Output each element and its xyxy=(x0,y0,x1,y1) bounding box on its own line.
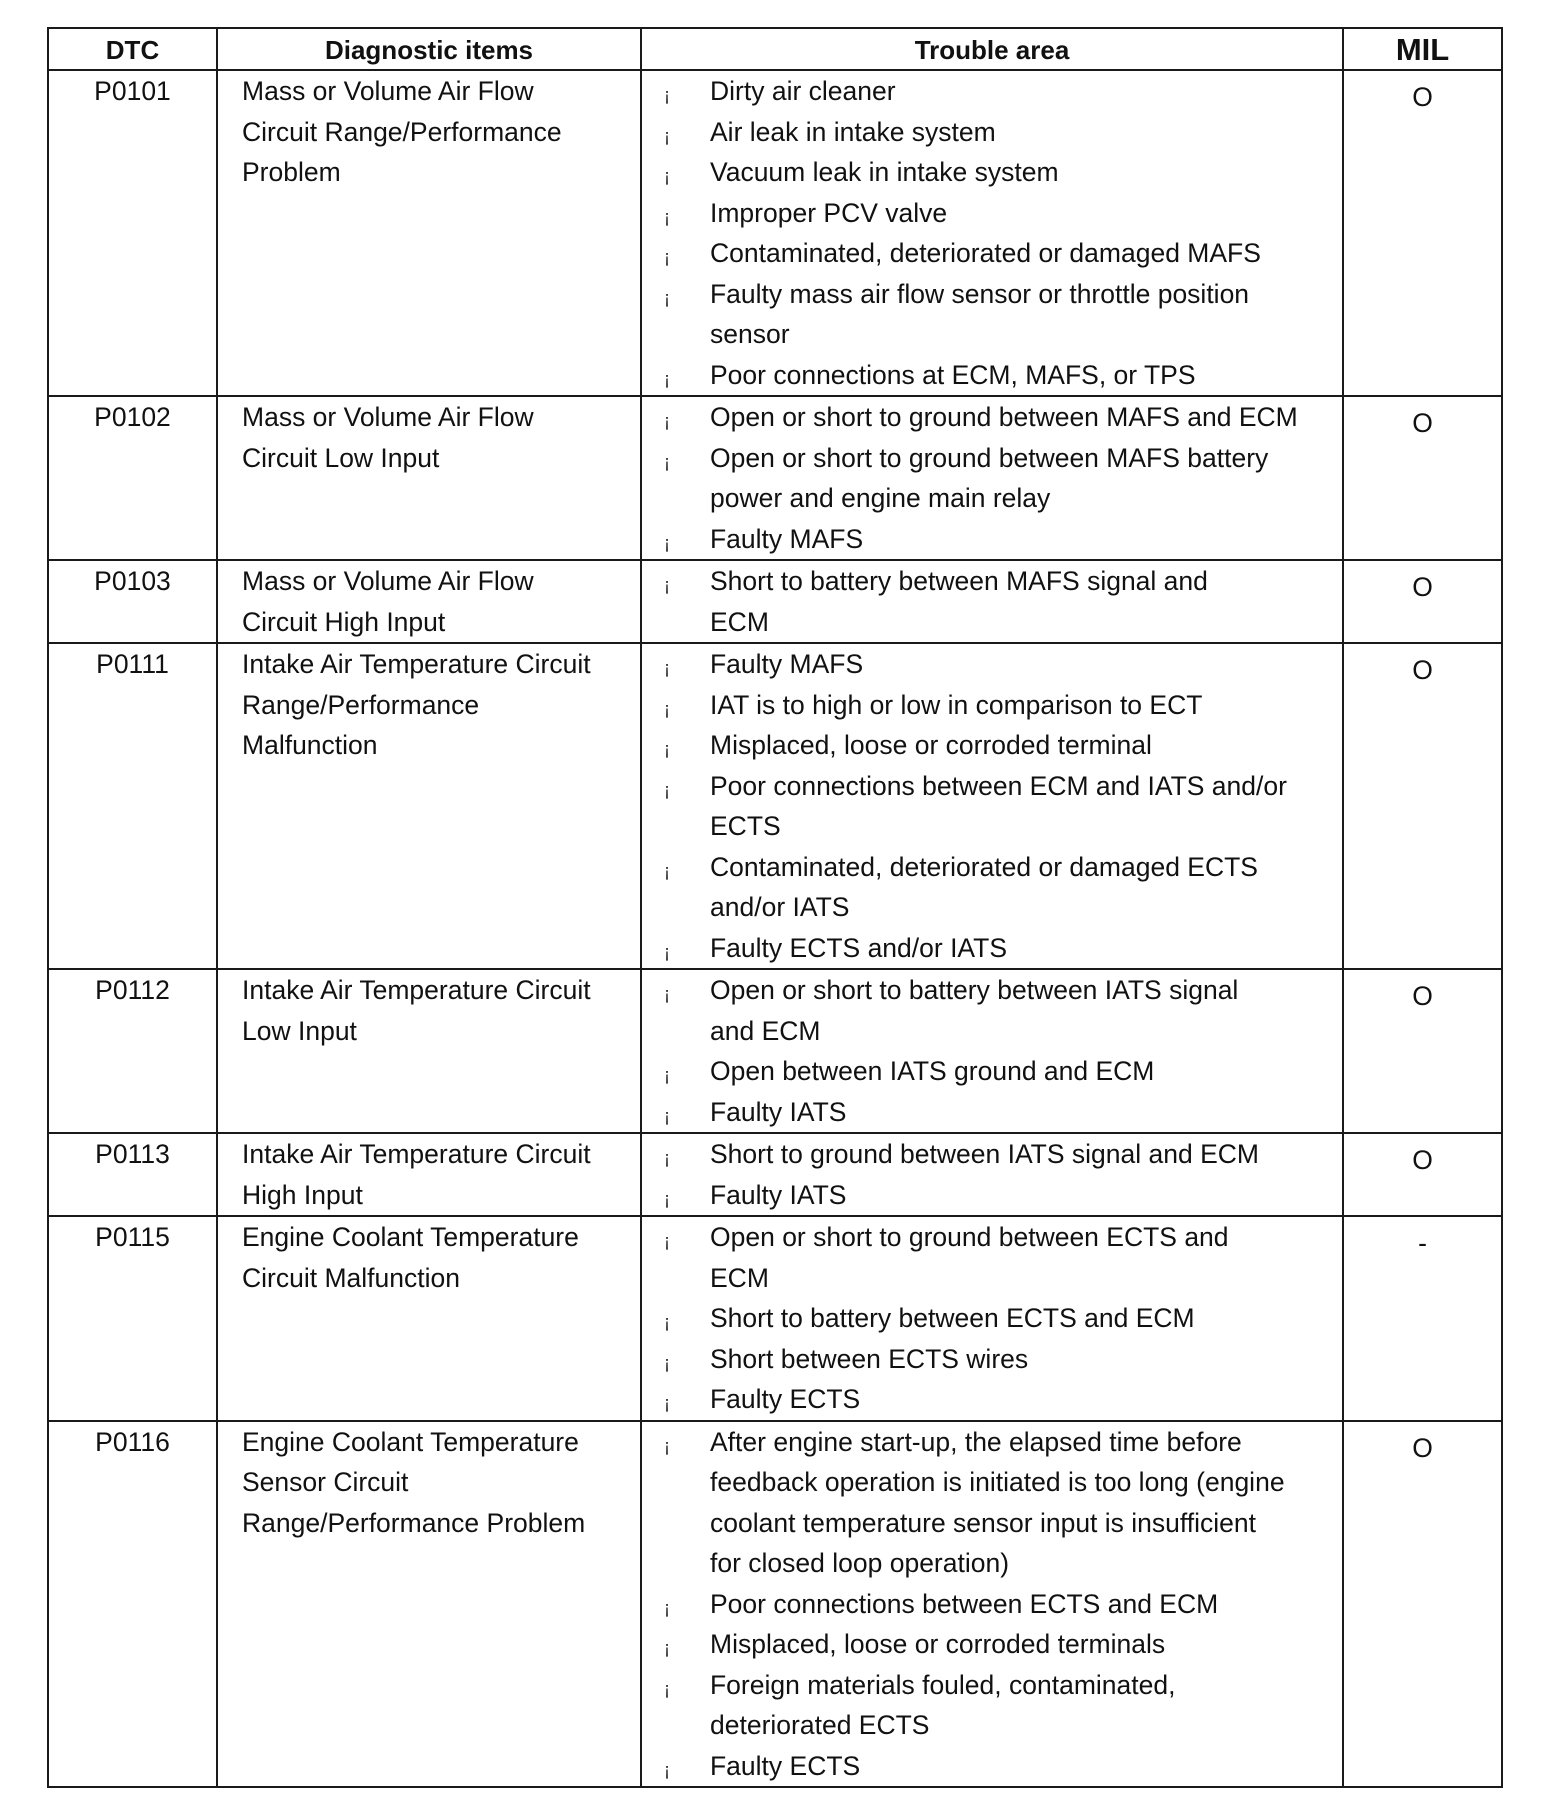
diagnostic-item-line: Intake Air Temperature Circuit xyxy=(242,649,591,679)
trouble-item xyxy=(642,1134,1342,1175)
diagnostic-item xyxy=(217,560,641,643)
trouble-area xyxy=(641,1421,1343,1788)
trouble-list xyxy=(642,561,1342,642)
trouble-item-line: deteriorated ECTS xyxy=(710,1710,930,1740)
bullet-icon: ¡ xyxy=(664,532,670,553)
header-dtc: DTC xyxy=(48,28,217,70)
trouble-item xyxy=(642,71,1342,112)
bullet-icon: ¡ xyxy=(664,1148,670,1168)
trouble-item-line: and ECM xyxy=(710,1015,821,1046)
dtc-code: P0103 xyxy=(48,560,217,643)
trouble-item-line: Faulty ECTS xyxy=(710,1750,861,1781)
dtc-table xyxy=(47,27,1503,1788)
diagnostic-item-line: Problem xyxy=(242,157,341,187)
bullet-icon: ¡ xyxy=(664,85,670,105)
trouble-item xyxy=(642,152,1342,193)
diagnostic-item-line: Mass or Volume Air Flow xyxy=(242,76,534,106)
trouble-list xyxy=(642,1134,1342,1215)
bullet-icon: ¡ xyxy=(664,941,670,962)
trouble-item xyxy=(642,519,1342,560)
trouble-item-line: Faulty MAFS xyxy=(710,649,864,679)
table-row xyxy=(48,70,1502,396)
mil-indicator: O xyxy=(1343,396,1502,560)
trouble-item-line: power and engine main relay xyxy=(710,483,1051,513)
trouble-item-line: Faulty IATS xyxy=(710,1179,847,1210)
bullet-icon: ¡ xyxy=(664,1597,670,1618)
trouble-item-line: Poor connections between ECM and IATS and/or xyxy=(710,770,1287,801)
trouble-area xyxy=(641,1133,1343,1216)
trouble-item-line: Poor connections at ECM, MAFS, or TPS xyxy=(710,359,1196,390)
dtc-code: P0111 xyxy=(48,643,217,969)
trouble-item xyxy=(642,1584,1342,1625)
trouble-item-line: feedback operation is initiated is too long (engine xyxy=(710,1467,1285,1497)
table-row xyxy=(48,560,1502,643)
diagnostic-item-line: Circuit Range/Performance xyxy=(242,116,562,147)
trouble-item xyxy=(642,1339,1342,1380)
diagnostic-item-line: Mass or Volume Air Flow xyxy=(242,566,534,596)
header-diagnostic-items: Diagnostic items xyxy=(217,28,641,70)
trouble-item-line: Faulty MAFS xyxy=(710,523,864,554)
trouble-item xyxy=(642,355,1342,396)
diagnostic-item-line: High Input xyxy=(242,1179,363,1210)
bullet-icon: ¡ xyxy=(664,779,670,800)
diagnostic-item-line: Range/Performance xyxy=(242,689,480,720)
bullet-icon: ¡ xyxy=(664,451,670,472)
trouble-item xyxy=(642,725,1342,766)
diagnostic-item-line: Intake Air Temperature Circuit xyxy=(242,1139,591,1169)
diagnostic-item-line: Low Input xyxy=(242,1015,357,1046)
dtc-code: P0113 xyxy=(48,1133,217,1216)
diagnostic-item xyxy=(217,1421,641,1788)
bullet-icon: ¡ xyxy=(664,1105,670,1126)
trouble-item xyxy=(642,438,1342,519)
bullet-icon: ¡ xyxy=(664,411,670,431)
mil-indicator: O xyxy=(1343,643,1502,969)
table-row xyxy=(48,1133,1502,1216)
diagnostic-item-line: Mass or Volume Air Flow xyxy=(242,402,534,432)
dtc-table-body xyxy=(48,70,1502,1787)
header-mil: MIL xyxy=(1343,28,1502,70)
trouble-item-line: Improper PCV valve xyxy=(710,197,948,228)
trouble-item xyxy=(642,112,1342,153)
trouble-item xyxy=(642,766,1342,847)
table-row xyxy=(48,1216,1502,1421)
trouble-item xyxy=(642,1665,1342,1746)
diagnostic-item xyxy=(217,969,641,1133)
trouble-item xyxy=(642,397,1342,438)
bullet-icon: ¡ xyxy=(664,1231,670,1251)
diagnostic-item-line: Circuit High Input xyxy=(242,606,446,637)
mil-indicator: - xyxy=(1343,1216,1502,1421)
mil-indicator: O xyxy=(1343,1133,1502,1216)
trouble-item xyxy=(642,970,1342,1051)
bullet-icon: ¡ xyxy=(664,206,670,227)
trouble-item-line: Vacuum leak in intake system xyxy=(710,157,1059,187)
trouble-item-line: ECM xyxy=(710,606,769,637)
header-row xyxy=(48,28,1502,70)
trouble-list xyxy=(642,1217,1342,1420)
bullet-icon: ¡ xyxy=(664,1188,670,1209)
bullet-icon: ¡ xyxy=(664,1312,670,1332)
trouble-list xyxy=(642,397,1342,559)
trouble-item xyxy=(642,644,1342,685)
trouble-area xyxy=(641,643,1343,969)
trouble-item xyxy=(642,1298,1342,1339)
mil-indicator: O xyxy=(1343,1421,1502,1788)
trouble-item-line: Faulty IATS xyxy=(710,1096,847,1127)
trouble-item-line: and/or IATS xyxy=(710,892,850,922)
diagnostic-item-line: Engine Coolant Temperature xyxy=(242,1426,579,1457)
diagnostic-item-line: Malfunction xyxy=(242,730,378,760)
trouble-item-line: Foreign materials fouled, contaminated, xyxy=(710,1669,1176,1700)
diagnostic-item-line: Sensor Circuit xyxy=(242,1467,409,1497)
header-trouble-area: Trouble area xyxy=(641,28,1343,70)
dtc-code: P0115 xyxy=(48,1216,217,1421)
trouble-area xyxy=(641,1216,1343,1421)
trouble-item-line: After engine start-up, the elapsed time before xyxy=(710,1426,1242,1457)
trouble-item-line: Misplaced, loose or corroded terminal xyxy=(710,730,1152,760)
trouble-item xyxy=(642,193,1342,234)
trouble-item xyxy=(642,1217,1342,1298)
trouble-item xyxy=(642,1379,1342,1420)
bullet-icon: ¡ xyxy=(664,287,670,308)
table-row xyxy=(48,396,1502,560)
diagnostic-item-line: Range/Performance Problem xyxy=(242,1507,586,1538)
trouble-item-line: Open between IATS ground and ECM xyxy=(710,1056,1155,1086)
trouble-item-line: IAT is to high or low in comparison to ECT xyxy=(710,689,1203,720)
trouble-item-line: coolant temperature sensor input is insufficient xyxy=(710,1507,1257,1538)
bullet-icon: ¡ xyxy=(664,984,670,1004)
diagnostic-item-line: Engine Coolant Temperature xyxy=(242,1222,579,1252)
diagnostic-item xyxy=(217,643,641,969)
trouble-list xyxy=(642,71,1342,395)
dtc-code: P0101 xyxy=(48,70,217,396)
trouble-item xyxy=(642,847,1342,928)
trouble-item-line: Faulty ECTS xyxy=(710,1384,861,1414)
diagnostic-item xyxy=(217,70,641,396)
trouble-item-line: Contaminated, deteriorated or damaged ECTS xyxy=(710,851,1258,882)
trouble-list xyxy=(642,644,1342,968)
trouble-area xyxy=(641,969,1343,1133)
trouble-item-line: Misplaced, loose or corroded terminals xyxy=(710,1629,1166,1659)
trouble-item xyxy=(642,1422,1342,1584)
table-row xyxy=(48,643,1502,969)
trouble-area xyxy=(641,560,1343,643)
trouble-area xyxy=(641,396,1343,560)
bullet-icon: ¡ xyxy=(664,1638,670,1658)
trouble-item-line: Air leak in intake system xyxy=(710,116,996,147)
bullet-icon: ¡ xyxy=(664,698,670,719)
bullet-icon: ¡ xyxy=(664,247,670,267)
trouble-item-line: Open or short to ground between MAFS battery xyxy=(710,442,1269,473)
bullet-icon: ¡ xyxy=(664,1435,670,1456)
trouble-item xyxy=(642,561,1342,642)
bullet-icon: ¡ xyxy=(664,1352,670,1373)
bullet-icon: ¡ xyxy=(664,1065,670,1085)
trouble-item-line: Open or short to battery between IATS signal xyxy=(710,975,1239,1005)
trouble-item-line: Short to ground between IATS signal and ECM xyxy=(710,1139,1259,1169)
trouble-item-line: Open or short to ground between MAFS and ECM xyxy=(710,402,1298,432)
trouble-item xyxy=(642,685,1342,726)
bullet-icon: ¡ xyxy=(664,166,670,186)
trouble-item-line: Short between ECTS wires xyxy=(710,1343,1029,1374)
trouble-item xyxy=(642,1092,1342,1133)
trouble-item-line: sensor xyxy=(710,319,790,349)
trouble-item-line: Open or short to ground between ECTS and xyxy=(710,1222,1229,1252)
trouble-item-line: Short to battery between ECTS and ECM xyxy=(710,1303,1195,1333)
table-row xyxy=(48,969,1502,1133)
trouble-area xyxy=(641,70,1343,396)
trouble-item xyxy=(642,1746,1342,1787)
bullet-icon: ¡ xyxy=(664,658,670,678)
trouble-item xyxy=(642,1175,1342,1216)
trouble-list xyxy=(642,970,1342,1132)
trouble-item-line: ECTS xyxy=(710,811,781,841)
bullet-icon: ¡ xyxy=(664,860,670,881)
dtc-code: P0116 xyxy=(48,1421,217,1788)
mil-indicator: O xyxy=(1343,969,1502,1133)
mil-indicator: O xyxy=(1343,560,1502,643)
bullet-icon: ¡ xyxy=(664,739,670,759)
diagnostic-item-line: Circuit Malfunction xyxy=(242,1262,460,1293)
trouble-item-line: Contaminated, deteriorated or damaged MAFS xyxy=(710,238,1261,268)
trouble-item-line: Short to battery between MAFS signal and xyxy=(710,566,1208,596)
trouble-list xyxy=(642,1422,1342,1787)
bullet-icon: ¡ xyxy=(664,575,670,595)
trouble-item xyxy=(642,1051,1342,1092)
diagnostic-item-line: Intake Air Temperature Circuit xyxy=(242,975,591,1005)
trouble-item xyxy=(642,274,1342,355)
diagnostic-item xyxy=(217,1216,641,1421)
trouble-item xyxy=(642,233,1342,274)
trouble-item-line: Faulty ECTS and/or IATS xyxy=(710,932,1007,963)
diagnostic-item-line: Circuit Low Input xyxy=(242,442,440,473)
table-row xyxy=(48,1421,1502,1788)
dtc-code: P0112 xyxy=(48,969,217,1133)
bullet-icon: ¡ xyxy=(664,368,670,389)
bullet-icon: ¡ xyxy=(664,1393,670,1413)
trouble-item-line: ECM xyxy=(710,1262,769,1293)
mil-indicator: O xyxy=(1343,70,1502,396)
trouble-item-line: Dirty air cleaner xyxy=(710,76,896,106)
diagnostic-item xyxy=(217,1133,641,1216)
dtc-sheet xyxy=(47,27,1501,1788)
bullet-icon: ¡ xyxy=(664,1759,670,1780)
diagnostic-item xyxy=(217,396,641,560)
trouble-item-line: Poor connections between ECTS and ECM xyxy=(710,1588,1219,1619)
trouble-item-line: Faulty mass air flow sensor or throttle position xyxy=(710,278,1250,309)
trouble-item xyxy=(642,928,1342,969)
bullet-icon: ¡ xyxy=(664,1678,670,1699)
trouble-item-line: for closed loop operation) xyxy=(710,1548,1010,1578)
trouble-item xyxy=(642,1624,1342,1665)
dtc-code: P0102 xyxy=(48,396,217,560)
bullet-icon: ¡ xyxy=(664,125,670,146)
